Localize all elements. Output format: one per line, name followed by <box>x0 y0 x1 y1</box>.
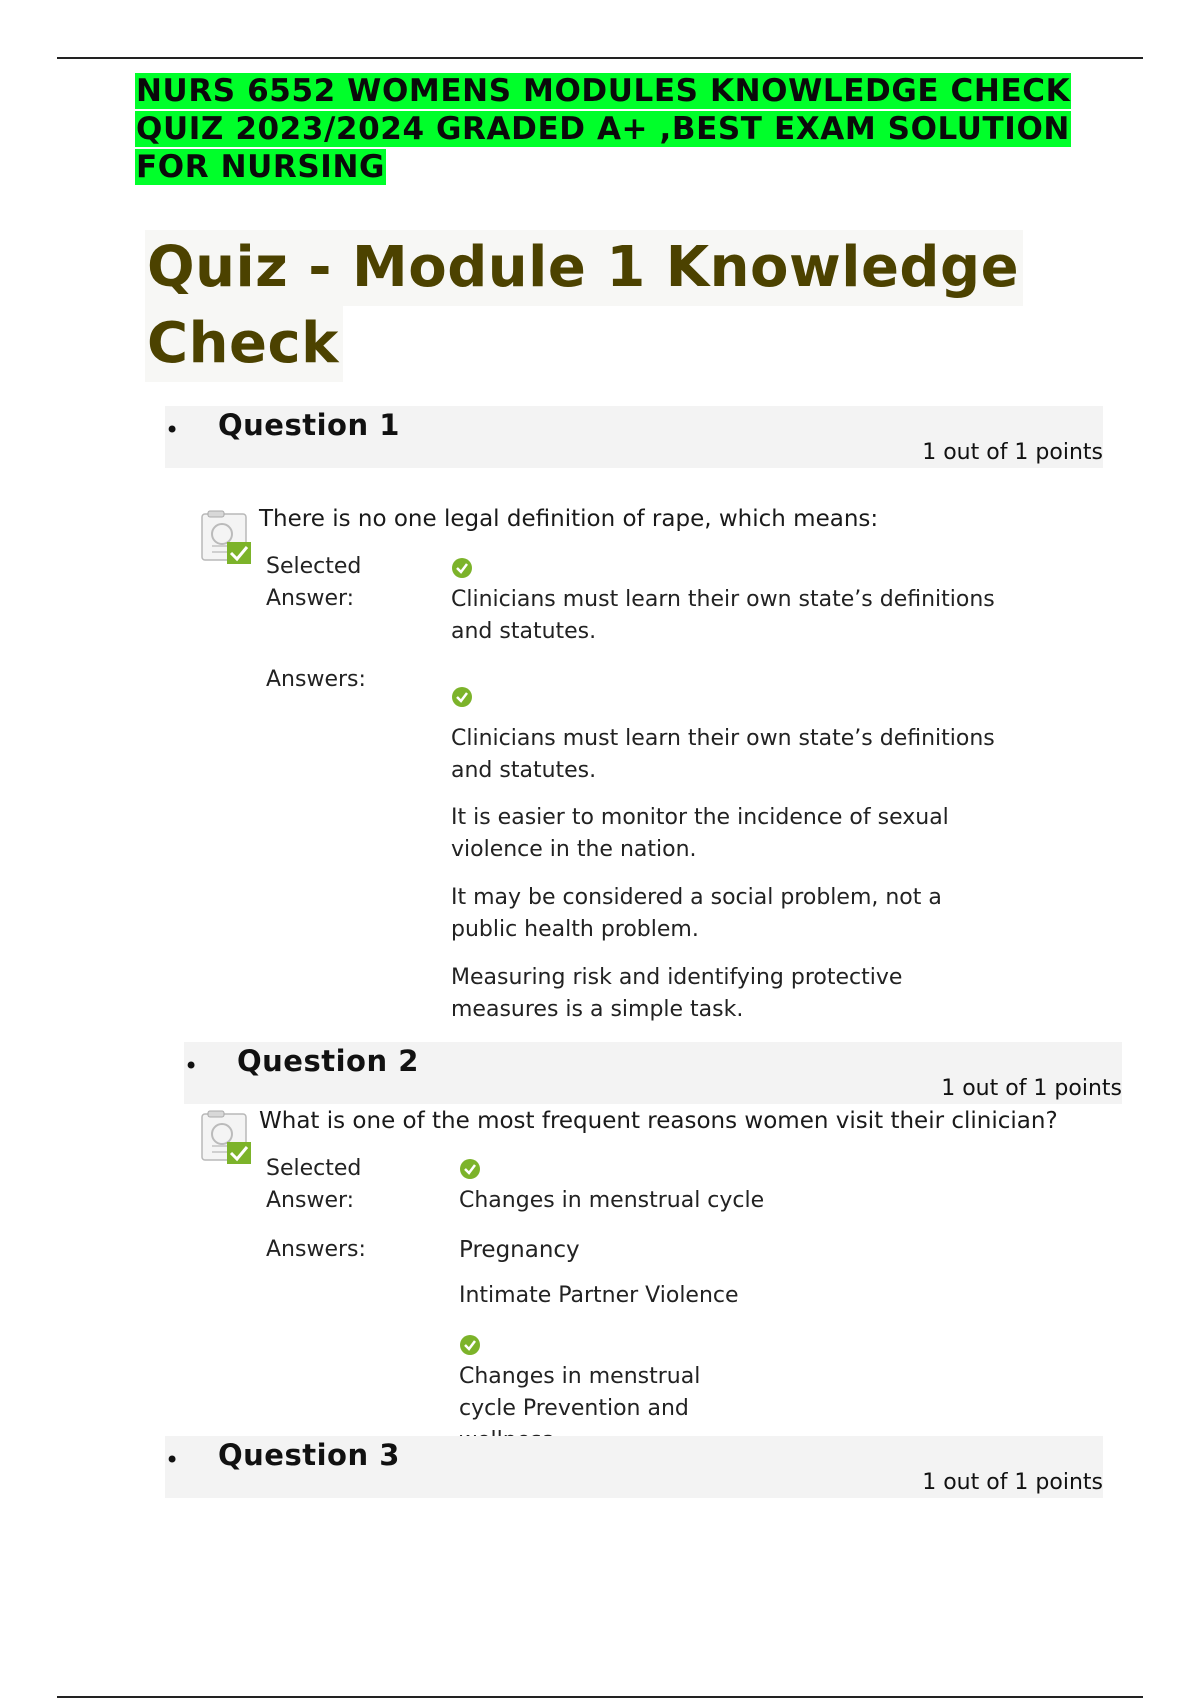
selected-answer: Clinicians must learn their own state’s definitions and statutes. <box>451 587 995 644</box>
title-line-1: Quiz - Module 1 Knowledge <box>145 230 1023 306</box>
selected-label: Selected Answer: <box>266 554 362 611</box>
question-points: 1 out of 1 points <box>922 440 1103 465</box>
question-text: What is one of the most frequent reasons women visit their clinician? <box>259 1108 1058 1134</box>
answer-option: Pregnancy <box>459 1237 580 1263</box>
bullet: • <box>165 1446 180 1474</box>
answers-label: Answers: <box>266 667 366 692</box>
question-title: Question 2 <box>237 1044 419 1078</box>
selected-answer: Changes in menstrual cycle <box>459 1188 765 1213</box>
bullet: • <box>165 416 180 444</box>
bullet: • <box>184 1052 199 1080</box>
correct-check-icon <box>459 1334 481 1356</box>
correct-check-icon <box>451 557 473 579</box>
question-points: 1 out of 1 points <box>941 1076 1122 1101</box>
question-text: There is no one legal definition of rape, which means: <box>259 506 879 532</box>
question-header <box>165 406 1103 468</box>
correct-check-icon <box>451 686 473 708</box>
question-title: Question 1 <box>218 408 400 442</box>
question-header <box>184 1042 1122 1104</box>
document-banner: NURS 6552 WOMENS MODULES KNOWLEDGE CHECK QUIZ 2023/2024 GRADED A+ ,BEST EXAM SOLUTION FOR NURSING <box>136 73 1071 185</box>
bottom-rule <box>57 1696 1143 1698</box>
page-title <box>145 230 1023 382</box>
answer-option: Measuring risk and identifying protective measures is a simple task. <box>451 965 903 1022</box>
graded-question-icon <box>200 1110 252 1166</box>
top-rule <box>57 57 1143 59</box>
answer-option: Clinicians must learn their own state’s definitions and statutes. <box>451 726 995 783</box>
answers-label: Answers: <box>266 1237 366 1262</box>
graded-question-icon <box>200 510 252 566</box>
question-header <box>165 1436 1103 1498</box>
answer-option: It may be considered a social problem, not a public health problem. <box>451 885 942 942</box>
correct-check-icon <box>459 1158 481 1180</box>
question-title: Question 3 <box>218 1438 400 1472</box>
question-points: 1 out of 1 points <box>922 1470 1103 1495</box>
answer-option: It is easier to monitor the incidence of sexual violence in the nation. <box>451 805 949 862</box>
answer-option: Intimate Partner Violence <box>459 1283 739 1308</box>
title-line-2: Check <box>145 306 343 382</box>
selected-label: Selected Answer: <box>266 1156 362 1213</box>
answer-option: Changes in menstrual cycle Prevention and <box>459 1364 701 1421</box>
